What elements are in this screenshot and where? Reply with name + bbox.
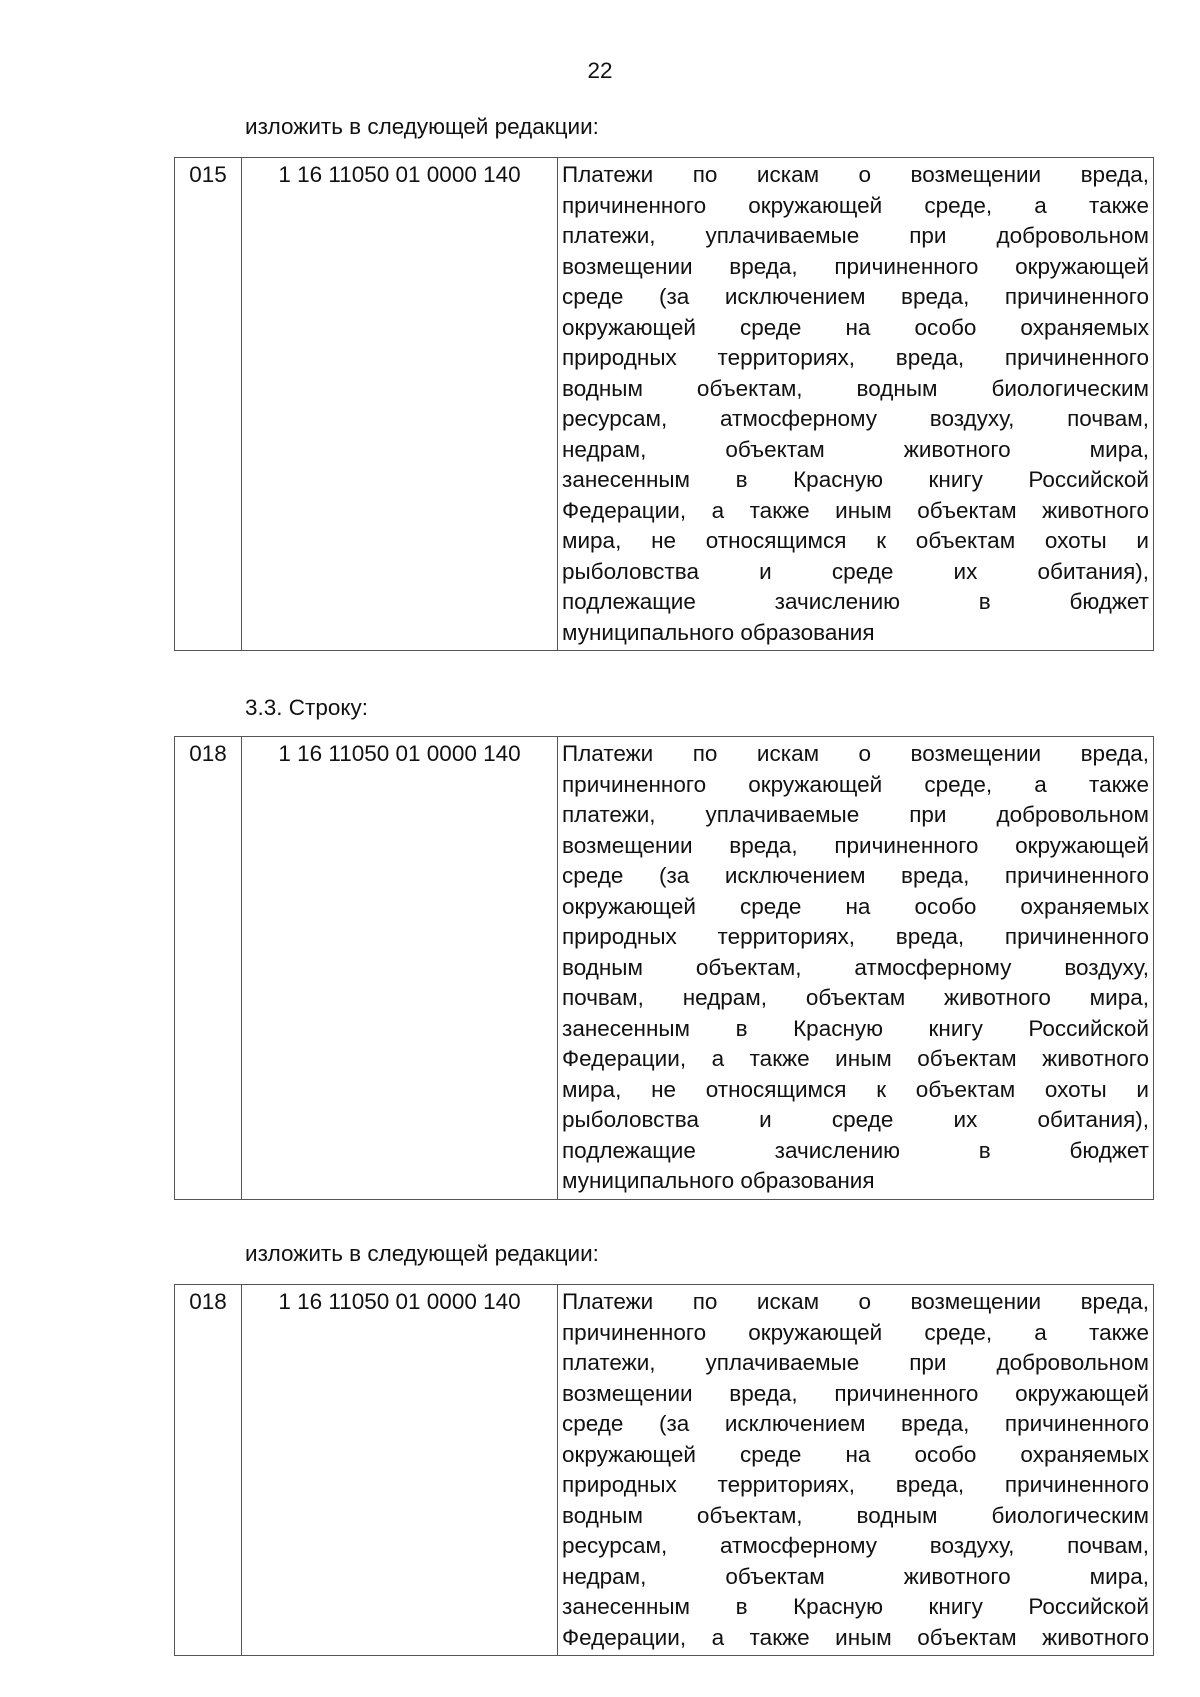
code-table-3 [174,1284,1154,1656]
description-line: возмещении вреда, причиненного окружающей [562,1380,1149,1406]
budget-code-cell: 1 16 11050 01 0000 140 [242,1285,558,1656]
paragraph-intro-1: изложить в следующей редакции: [245,114,599,139]
description-line: ресурсам, атмосферному воздуху, почвам, [562,406,1149,431]
description-line: среде (за исключением вреда, причиненного [562,1411,1149,1436]
table-row [175,737,1154,1200]
description-line: возмещении вреда, причиненного окружающей [562,253,1149,279]
description-line: окружающей среде на особо охраняемых [562,893,1149,919]
description-line: причиненного окружающей среде, а также [562,192,1149,218]
description-line: Федерации, а также иным объектам животного [562,1046,1149,1071]
description-line: подлежащие зачислению в бюджет [562,589,1149,614]
page-number: 22 [587,58,613,83]
description-line: платежи, уплачиваемые при добровольном [562,1350,1149,1375]
description-line: мира, не относящимся к объектам охоты и [562,528,1149,553]
description-cell [558,158,1154,651]
description-line: недрам, объектам животного мира, [562,436,1149,462]
table-row [175,1285,1154,1656]
description-line: платежи, уплачиваемые при добровольном [562,802,1149,827]
description-line: природных территориях, вреда, причиненного [562,924,1149,949]
description-line: возмещении вреда, причиненного окружающей [562,832,1149,858]
budget-code-cell: 1 16 11050 01 0000 140 [242,158,558,651]
description-line: занесенным в Красную книгу Российской [562,1015,1149,1041]
description-line: подлежащие зачислению в бюджет [562,1137,1149,1163]
description-line: водным объектам, атмосферному воздуху, [562,954,1149,980]
description-line: Платежи по искам о возмещении вреда, [562,741,1149,766]
code-table-2 [174,736,1154,1200]
admin-code-cell: 018 [175,1285,242,1656]
code-table-1 [174,157,1154,651]
description-line: окружающей среде на особо охраняемых [562,1441,1149,1467]
description-line: среде (за исключением вреда, причиненного [562,284,1149,309]
description-line: занесенным в Красную книгу Российской [562,467,1149,492]
description-line: платежи, уплачиваемые при добровольном [562,223,1149,248]
budget-code-cell: 1 16 11050 01 0000 140 [242,737,558,1200]
description-line: Федерации, а также иным объектам животного [562,1624,1149,1650]
description-cell [558,737,1154,1200]
description-line: рыболовства и среде их обитания), [562,558,1149,584]
description-cell [558,1285,1154,1656]
paragraph-item-3-3: 3.3. Строку: [245,695,368,720]
description-line: недрам, объектам животного мира, [562,1563,1149,1589]
description-line: почвам, недрам, объектам животного мира, [562,985,1149,1010]
description-line: окружающей среде на особо охраняемых [562,314,1149,340]
description-line: водным объектам, водным биологическим [562,375,1149,401]
description-line: причиненного окружающей среде, а также [562,771,1149,797]
description-line: Федерации, а также иным объектам животного [562,497,1149,523]
description-line: среде (за исключением вреда, причиненного [562,863,1149,888]
description-line: Платежи по искам о возмещении вреда, [562,1289,1149,1314]
paragraph-intro-2: изложить в следующей редакции: [245,1241,599,1266]
description-line: муниципального образования [562,1168,875,1193]
description-line: муниципального образования [562,619,875,645]
table-row [175,158,1154,651]
description-line: занесенным в Красную книгу Российской [562,1594,1149,1619]
description-line: водным объектам, водным биологическим [562,1502,1149,1528]
description-line: природных территориях, вреда, причиненного [562,345,1149,370]
description-line: рыболовства и среде их обитания), [562,1107,1149,1132]
description-line: Платежи по искам о возмещении вреда, [562,162,1149,187]
admin-code-cell: 015 [175,158,242,651]
description-line: ресурсам, атмосферному воздуху, почвам, [562,1533,1149,1558]
description-line: мира, не относящимся к объектам охоты и [562,1076,1149,1102]
description-line: причиненного окружающей среде, а также [562,1319,1149,1345]
admin-code-cell: 018 [175,737,242,1200]
description-line: природных территориях, вреда, причиненного [562,1472,1149,1497]
